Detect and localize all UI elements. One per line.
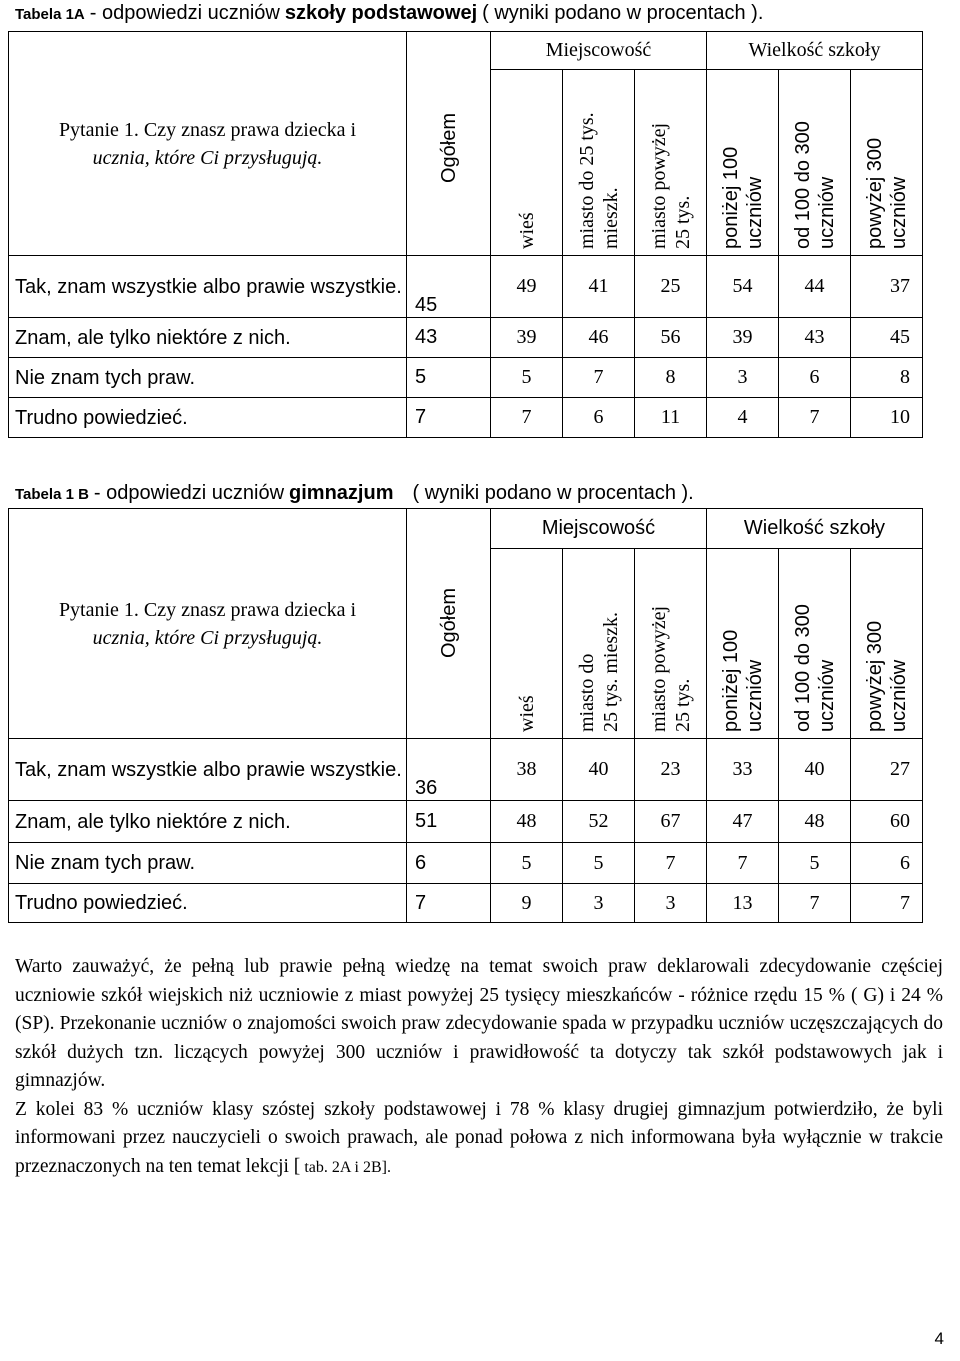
- column-header-line: uczniów: [815, 659, 838, 732]
- header-total: [407, 32, 491, 256]
- table-a-note: ( wyniki podano w procentach ).: [482, 2, 764, 24]
- table-a-subtitle: - odpowiedzi uczniów: [89, 2, 280, 24]
- row-label: Znam, ale tylko niektóre z nich.: [9, 801, 407, 843]
- table-row: [9, 739, 923, 801]
- column-header: [851, 549, 923, 739]
- cell-value: 49: [491, 256, 563, 318]
- cell-value: 52: [563, 801, 635, 843]
- row-label: Tak, znam wszystkie albo prawie wszystkie.: [9, 256, 407, 318]
- row-total: 51: [407, 801, 491, 843]
- table-b-subtitle: - odpowiedzi uczniów: [93, 482, 285, 504]
- paragraph-2-main: Z kolei 83 % uczniów klasy szóstej szkoły podstawowej i 78 % klasy drugiej gimnazjum potwierdziło, że byli informowani przez nauczycieli o swoich prawach, ale ponad połowa z nich informowana była wyłącznie w trakcie przeznaczonych na ten temat lekcji [: [15, 1098, 943, 1177]
- table-a-body: [9, 256, 923, 438]
- cell-value: 7: [851, 884, 923, 923]
- cell-value: 67: [635, 801, 707, 843]
- cell-value: 40: [779, 739, 851, 801]
- cell-value: 13: [707, 884, 779, 923]
- cell-value: 4: [707, 398, 779, 438]
- column-header-label: [647, 123, 695, 249]
- cell-value: 3: [563, 884, 635, 923]
- paragraph-2-ref: tab. 2A i 2B].: [300, 1158, 391, 1176]
- cell-value: 48: [491, 801, 563, 843]
- paragraph-1: Warto zauważyć, że pełną lub prawie pełną wiedzę na temat swoich praw deklarowali zdecydowanie częściej uczniowie szkół wiejskich niż uczniowie z miast powyżej 25 tysięcy mieszkańców - różnice rzędu 15 % ( G) i 24 % (SP). Przekonanie uczniów o znajomości swoich praw zdecydowanie spada w przypadku uczniów uczęszczających do szkół dużych tzn. liczących powyżej 300 uczniów i prawidłowość ta dotyczy tak szkół podstawowych jak i gimnazjów.: [15, 956, 943, 1091]
- table-b-label: Tabela 1 B: [15, 486, 89, 503]
- column-header-label: [791, 121, 839, 249]
- row-total: 7: [407, 884, 491, 923]
- cell-value: 23: [635, 739, 707, 801]
- column-header: [707, 549, 779, 739]
- group-size-header: Wielkość szkoły: [707, 509, 923, 549]
- column-header-line: wieś: [515, 212, 538, 249]
- column-header-line: poniżej 100: [719, 146, 742, 249]
- cell-value: 43: [779, 318, 851, 358]
- column-header-line: poniżej 100: [719, 629, 742, 732]
- question-text-italic: ucznia, które Ci przysługują.: [92, 626, 323, 649]
- row-label: Trudno powiedzieć.: [9, 884, 407, 923]
- column-header-line: powyżej 300: [863, 620, 886, 732]
- table-a-school: szkoły podstawowej: [284, 2, 478, 24]
- cell-value: 41: [563, 256, 635, 318]
- question-text: Pytanie 1. Czy znasz prawa dziecka i: [58, 598, 357, 621]
- question-text: Pytanie 1. Czy znasz prawa dziecka i: [58, 118, 357, 141]
- column-header-line: od 100 do 300: [791, 604, 814, 732]
- column-header-label: [719, 630, 767, 732]
- table-b-school: gimnazjum: [289, 482, 394, 504]
- cell-value: 7: [707, 843, 779, 884]
- cell-value: 5: [563, 843, 635, 884]
- cell-value: 38: [491, 739, 563, 801]
- row-total: 6: [407, 843, 491, 884]
- column-header-line: mieszk.: [599, 187, 622, 249]
- column-header-line: uczniów: [815, 176, 838, 249]
- cell-value: 7: [635, 843, 707, 884]
- cell-value: 46: [563, 318, 635, 358]
- table-row: [9, 318, 923, 358]
- cell-value: 6: [851, 843, 923, 884]
- column-header: [491, 70, 563, 256]
- column-header: [707, 70, 779, 256]
- table-b: [8, 508, 923, 923]
- row-label: Znam, ale tylko niektóre z nich.: [9, 318, 407, 358]
- cell-value: 3: [707, 358, 779, 398]
- question-cell: [9, 509, 407, 739]
- row-label: Nie znam tych praw.: [9, 843, 407, 884]
- table-b-caption: [15, 482, 694, 505]
- column-header-label: [863, 138, 911, 249]
- column-header-label: [863, 621, 911, 732]
- cell-value: 5: [779, 843, 851, 884]
- column-header-label: [791, 604, 839, 732]
- table-b-body: [9, 739, 923, 923]
- cell-value: 40: [563, 739, 635, 801]
- paragraph-2: [15, 1096, 943, 1183]
- column-header: [779, 70, 851, 256]
- column-header: [851, 70, 923, 256]
- column-header: [563, 70, 635, 256]
- table-row: [9, 256, 923, 318]
- row-label: Tak, znam wszystkie albo prawie wszystkie.: [9, 739, 407, 801]
- row-total: 43: [407, 318, 491, 358]
- row-total: 45: [407, 256, 491, 318]
- cell-value: 10: [851, 398, 923, 438]
- table-a-label: Tabela 1A: [15, 6, 85, 23]
- column-header-line: uczniów: [887, 659, 910, 732]
- question-cell: [9, 32, 407, 256]
- cell-value: 5: [491, 843, 563, 884]
- row-label: Nie znam tych praw.: [9, 358, 407, 398]
- column-header: [491, 549, 563, 739]
- table-row: [9, 843, 923, 884]
- cell-value: 37: [851, 256, 923, 318]
- column-header: [635, 549, 707, 739]
- column-header-line: miasto powyżej: [647, 605, 670, 732]
- cell-value: 27: [851, 739, 923, 801]
- body-text: [15, 953, 943, 1182]
- cell-value: 9: [491, 884, 563, 923]
- column-header-line: powyżej 300: [863, 137, 886, 249]
- group-size-header: Wielkość szkoły: [707, 32, 923, 70]
- cell-value: 7: [779, 398, 851, 438]
- cell-value: 7: [491, 398, 563, 438]
- cell-value: 54: [707, 256, 779, 318]
- column-header-line: miasto do 25 tys.: [575, 112, 598, 249]
- table-a: [8, 31, 923, 438]
- row-total: 7: [407, 398, 491, 438]
- header-total: [407, 509, 491, 739]
- table-row: [9, 884, 923, 923]
- header-total-label: Ogółem: [437, 587, 460, 658]
- cell-value: 44: [779, 256, 851, 318]
- table-b-note: ( wyniki podano w procentach ).: [412, 482, 694, 504]
- header-total-label: Ogółem: [437, 112, 460, 183]
- column-header-line: miasto do: [575, 653, 598, 732]
- column-header-label: [719, 147, 767, 249]
- column-header-line: 25 tys.: [671, 678, 694, 732]
- column-header-label: [515, 695, 539, 732]
- column-header-label: [515, 212, 539, 249]
- row-label: Trudno powiedzieć.: [9, 398, 407, 438]
- cell-value: 8: [635, 358, 707, 398]
- column-header-line: od 100 do 300: [791, 121, 814, 249]
- table-a-caption: [15, 2, 763, 25]
- cell-value: 60: [851, 801, 923, 843]
- cell-value: 33: [707, 739, 779, 801]
- column-header-line: 25 tys. mieszk.: [599, 612, 622, 732]
- column-header: [779, 549, 851, 739]
- cell-value: 3: [635, 884, 707, 923]
- question-text-italic: ucznia, które Ci przysługują.: [92, 146, 323, 169]
- cell-value: 47: [707, 801, 779, 843]
- table-row: [9, 801, 923, 843]
- cell-value: 7: [779, 884, 851, 923]
- cell-value: 6: [779, 358, 851, 398]
- column-header-line: uczniów: [887, 176, 910, 249]
- page-number: 4: [934, 1329, 944, 1348]
- cell-value: 7: [563, 358, 635, 398]
- cell-value: 11: [635, 398, 707, 438]
- column-header-label: [647, 606, 695, 732]
- group-place-header: Miejscowość: [491, 509, 707, 549]
- column-header-label: [575, 612, 623, 732]
- table-row: [9, 398, 923, 438]
- group-place-header: Miejscowość: [491, 32, 707, 70]
- cell-value: 48: [779, 801, 851, 843]
- cell-value: 56: [635, 318, 707, 358]
- column-header-line: uczniów: [743, 659, 766, 732]
- cell-value: 39: [707, 318, 779, 358]
- column-header-label: [575, 112, 623, 249]
- cell-value: 39: [491, 318, 563, 358]
- column-header: [635, 70, 707, 256]
- column-header-line: 25 tys.: [671, 195, 694, 249]
- column-header-line: uczniów: [743, 176, 766, 249]
- cell-value: 6: [563, 398, 635, 438]
- column-header-line: wieś: [515, 695, 538, 732]
- row-total: 5: [407, 358, 491, 398]
- column-header-line: miasto powyżej: [647, 122, 670, 249]
- cell-value: 8: [851, 358, 923, 398]
- cell-value: 45: [851, 318, 923, 358]
- cell-value: 5: [491, 358, 563, 398]
- cell-value: 25: [635, 256, 707, 318]
- row-total: 36: [407, 739, 491, 801]
- table-row: [9, 358, 923, 398]
- column-header: [563, 549, 635, 739]
